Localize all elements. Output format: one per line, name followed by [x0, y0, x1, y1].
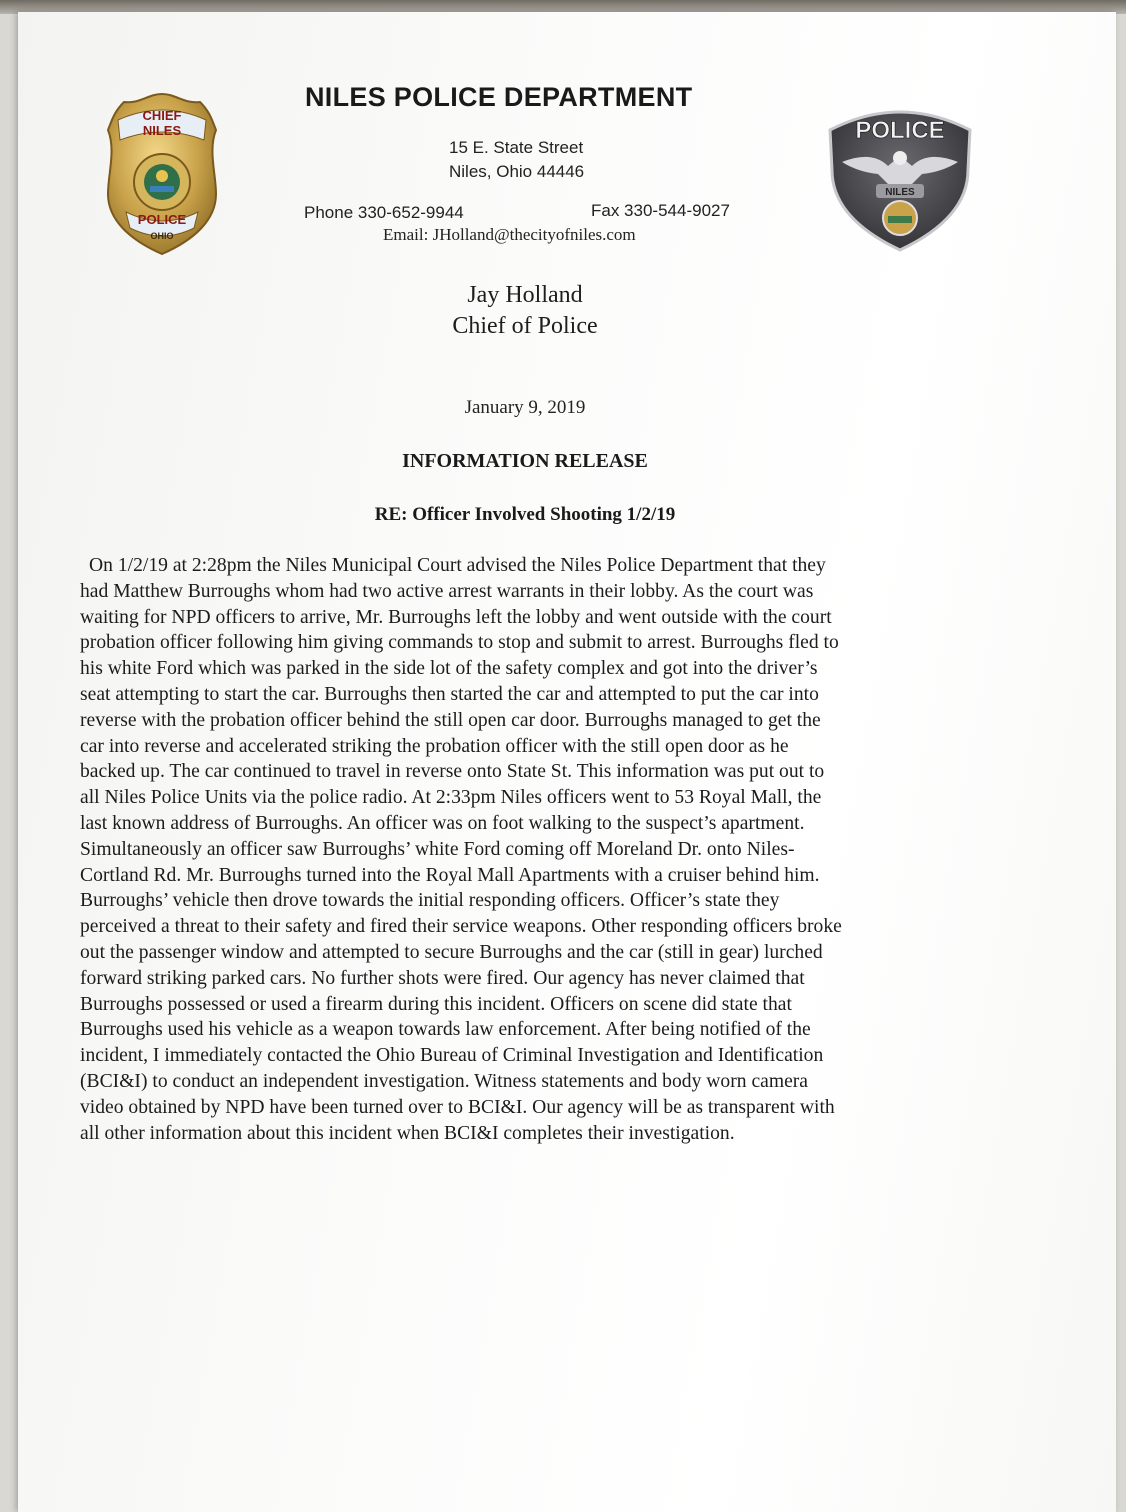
chief-name: Jay Holland	[467, 282, 583, 308]
body-line: forward striking parked cars. No further shots were fired. Our agency has never claimed that	[80, 967, 805, 989]
fax-number: Fax 330-544-9027	[591, 201, 730, 220]
city-address: Niles, Ohio 44446	[449, 162, 585, 181]
body-line: Burroughs possessed or used a firearm during this incident. Officers on scene did state that	[80, 993, 792, 1015]
release-body	[80, 553, 980, 1146]
phone-number: Phone 330-652-9944	[304, 203, 464, 222]
chief-badge-icon	[104, 90, 220, 263]
body-line: his white Ford which was parked in the side lot of the safety complex and got into the driver’s	[80, 658, 818, 680]
body-line: last known address of Burroughs. An officer was on foot walking to the suspect’s apartment.	[80, 812, 805, 834]
body-line: waiting for NPD officers to arrive, Mr. Burroughs left the lobby and went outside with the court	[80, 606, 832, 628]
body-line: Cortland Rd. Mr. Burroughs turned into the Royal Mall Apartments with a cruiser behind him.	[80, 864, 820, 886]
badge-niles-text: NILES	[142, 123, 182, 138]
badge-ohio-text: OHIO	[150, 231, 174, 241]
body-line: Simultaneously an officer saw Burroughs’ white Ford coming off Moreland Dr. onto Niles-	[80, 838, 795, 860]
body-line: car into reverse and accelerated striking the probation officer with the still open door as he	[80, 735, 789, 757]
body-line: reverse with the probation officer behind the still open car door. Burroughs managed to get the	[80, 709, 821, 731]
patch-police-text: POLICE	[855, 117, 945, 144]
badge-police-text: POLICE	[137, 212, 187, 227]
body-line: incident, I immediately contacted the Ohio Bureau of Criminal Investigation and Identification	[80, 1045, 824, 1067]
body-line: backed up. The car continued to travel in reverse onto State St. This information was put out to	[80, 761, 825, 783]
body-line: video obtained by NPD have been turned over to BCI&I. Our agency will be as transparent with	[80, 1096, 835, 1118]
patch-niles-text: NILES	[885, 187, 915, 198]
department-name: NILES POLICE DEPARTMENT	[305, 82, 693, 112]
body-line: Burroughs’ vehicle then drove towards the initial responding officers. Officer’s state they	[80, 890, 780, 912]
body-line: seat attempting to start the car. Burroughs then started the car and attempted to put the car into	[80, 683, 819, 705]
badge-chief-text: CHIEF	[142, 108, 182, 123]
body-line: all other information about this incident when BCI&I completes their investigation.	[80, 1122, 735, 1144]
chief-title: Chief of Police	[452, 313, 598, 339]
body-line: (BCI&I) to conduct an independent investigation. Witness statements and body worn camera	[80, 1070, 808, 1092]
subject-line: RE: Officer Involved Shooting 1/2/19	[374, 504, 676, 525]
body-line: all Niles Police Units via the police radio. At 2:33pm Niles officers went to 53 Royal Mall, the	[80, 787, 822, 809]
body-line: probation officer following him giving commands to stop and submit to arrest. Burroughs fled to	[80, 632, 839, 654]
body-line: Burroughs used his vehicle as a weapon towards law enforcement. After being notified of the	[80, 1019, 811, 1041]
body-line: perceived a threat to their safety and fired their service weapons. Other responding officers broke	[80, 916, 842, 938]
release-date: January 9, 2019	[464, 397, 586, 418]
body-line: had Matthew Burroughs whom had two active arrest warrants in their lobby. As the court was	[80, 580, 814, 602]
email-address: Email: JHolland@thecityofniles.com	[383, 225, 636, 244]
body-line: out the passenger window and attempted to secure Burroughs and the car (still in gear) lurched	[80, 941, 823, 963]
body-line: On 1/2/19 at 2:28pm the Niles Municipal Court advised the Niles Police Department that they	[89, 555, 826, 576]
release-heading: INFORMATION RELEASE	[402, 450, 648, 472]
street-address: 15 E. State Street	[449, 138, 584, 157]
police-patch-icon	[822, 100, 978, 257]
